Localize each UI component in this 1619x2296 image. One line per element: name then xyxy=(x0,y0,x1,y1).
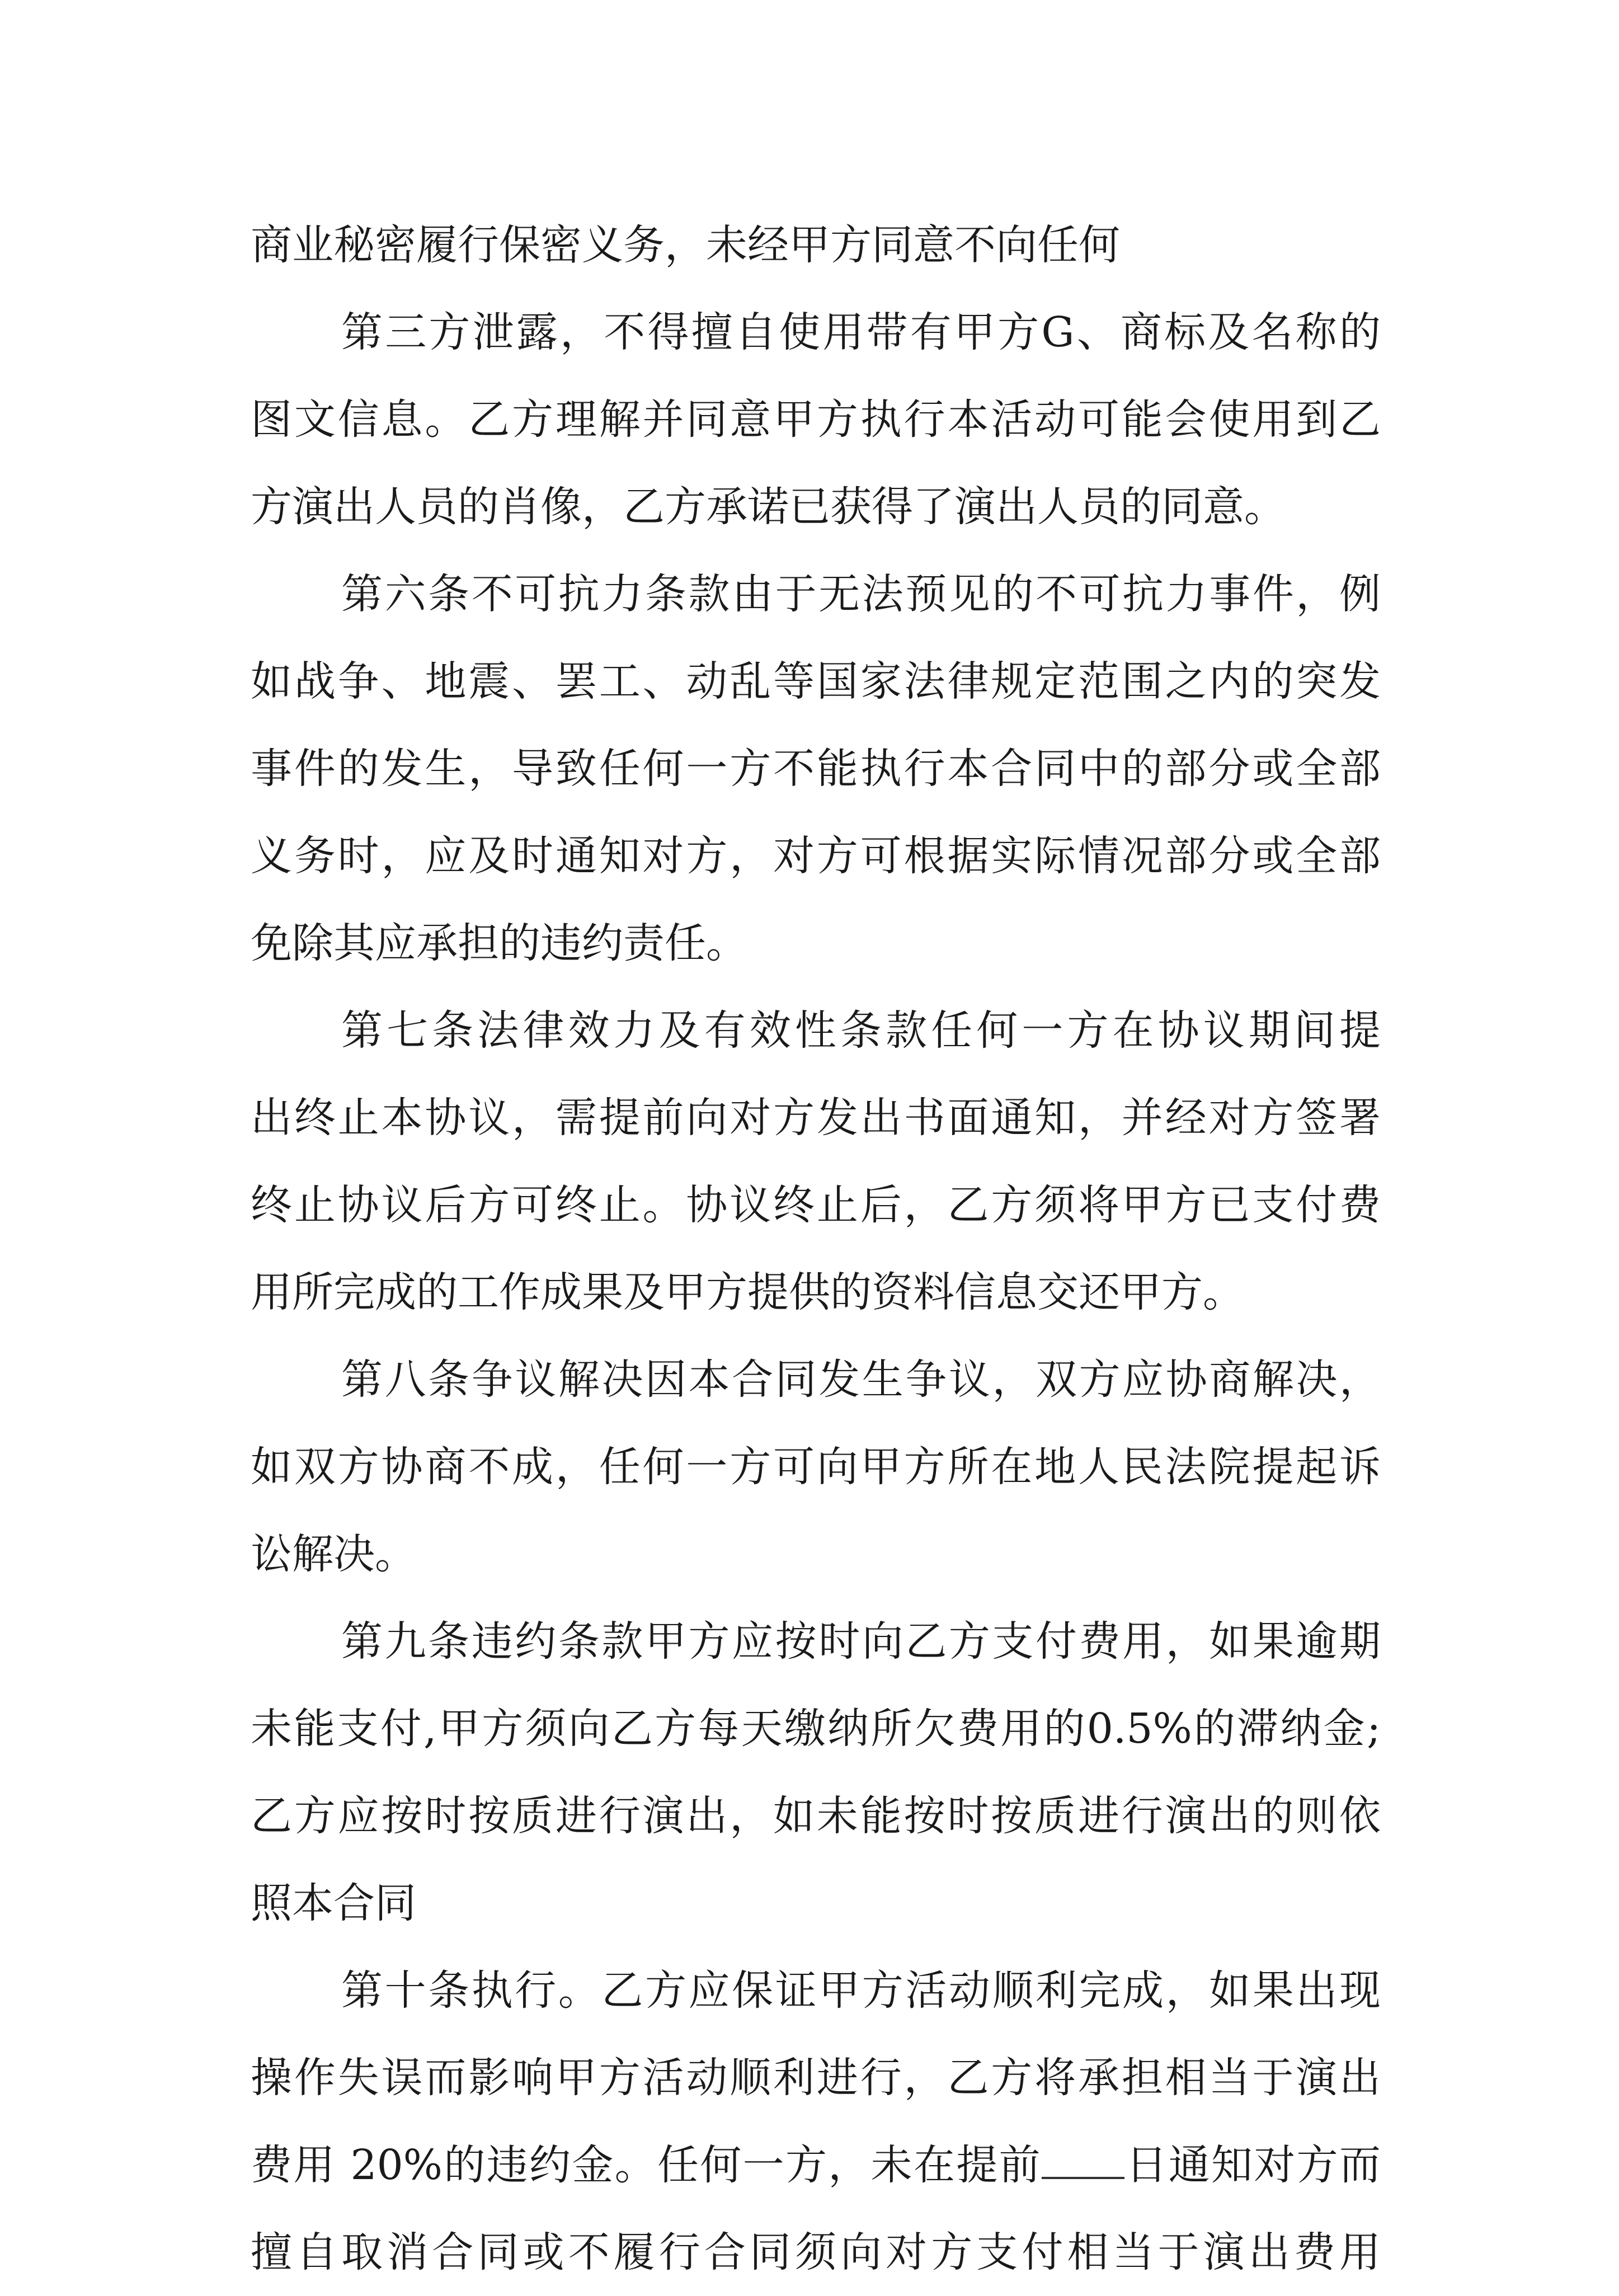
text-line: 未能支付,甲方须向乙方每天缴纳所欠费用的0.5%的滞纳金; xyxy=(251,1705,1381,1753)
text-line: 讼解决。 xyxy=(251,1530,416,1578)
text-line: 擅自取消合同或不履行合同须向对方支付相当于演出费用 xyxy=(251,2228,1381,2276)
text-line: 第八条争议解决因本合同发生争议，双方应协商解决， xyxy=(341,1356,1381,1404)
text-line: 第七条法律效力及有效性条款任何一方在协议期间提 xyxy=(341,1006,1381,1055)
text-line: 如双方协商不成，任何一方可向甲方所在地人民法院提起诉 xyxy=(251,1443,1381,1491)
text-line: 事件的发生，导致任何一方不能执行本合同中的部分或全部 xyxy=(251,745,1381,793)
text-line: 乙方应按时按质进行演出，如未能按时按质进行演出的则依 xyxy=(251,1792,1381,1840)
text-segment: 费用 20%的违约金。任何一方，未在提前 xyxy=(251,2141,1042,2189)
text-line: 用所完成的工作成果及甲方提供的资料信息交还甲方。 xyxy=(251,1268,1244,1316)
text-line: 出终止本协议，需提前向对方发出书面通知，并经对方签署 xyxy=(251,1094,1381,1142)
text-line: 商业秘密履行保密义务，未经甲方同意不向任何 xyxy=(251,221,1120,269)
text-line: 义务时，应及时通知对方，对方可根据实际情况部分或全部 xyxy=(251,832,1381,880)
fill-in-blank xyxy=(1042,2143,1124,2179)
text-line: 操作失误而影响甲方活动顺利进行，乙方将承担相当于演出 xyxy=(251,2054,1381,2102)
text-line-with-blank xyxy=(251,2121,1381,2209)
document-body xyxy=(251,201,1381,2296)
text-line: 终止协议后方可终止。协议终止后，乙方须将甲方已支付费 xyxy=(251,1181,1381,1229)
text-line: 图文信息。乙方理解并同意甲方执行本活动可能会使用到乙 xyxy=(251,396,1381,444)
text-line: 第六条不可抗力条款由于无法预见的不可抗力事件，例 xyxy=(341,570,1381,618)
text-line: 照本合同 xyxy=(251,1879,416,1927)
text-line: 如战争、地震、罢工、动乱等国家法律规定范围之内的突发 xyxy=(251,657,1381,705)
text-line: 第三方泄露，不得擅自使用带有甲方G、商标及名称的 xyxy=(341,308,1381,356)
text-line: 第十条执行。乙方应保证甲方活动顺利完成，如果出现 xyxy=(341,1966,1381,2015)
text-line: 第九条违约条款甲方应按时向乙方支付费用，如果逾期 xyxy=(341,1617,1381,1665)
text-line: 免除其应承担的违约责任。 xyxy=(251,919,747,967)
text-segment: 日通知对方而 xyxy=(1124,2141,1381,2189)
text-line: 方演出人员的肖像，乙方承诺已获得了演出人员的同意。 xyxy=(251,483,1286,531)
